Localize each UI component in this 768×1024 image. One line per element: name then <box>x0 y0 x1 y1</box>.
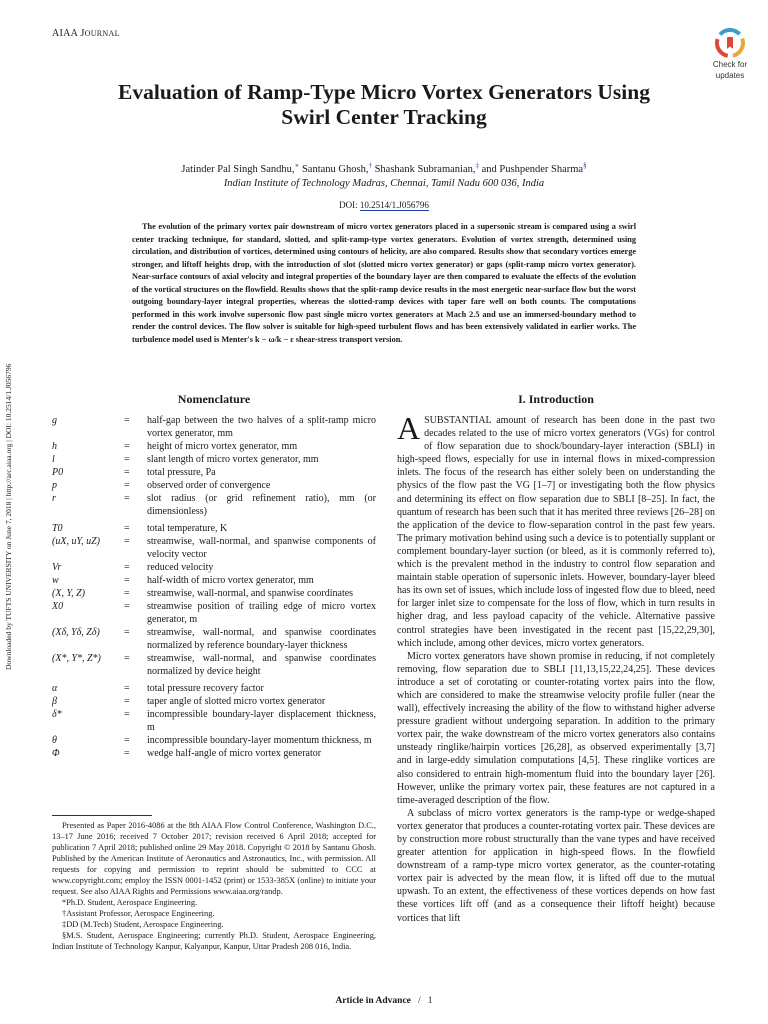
footer-label: Article in Advance <box>335 996 411 1006</box>
paper-title <box>60 80 708 130</box>
nomenclature-row <box>52 600 376 626</box>
nomenclature-row <box>52 522 376 535</box>
nomenclature-symbol: r <box>52 493 56 504</box>
nomenclature-equals: = <box>124 536 130 547</box>
nomenclature-equals: = <box>124 575 130 586</box>
nomenclature-symbol: Vr <box>52 562 62 573</box>
nomenclature-definition: streamwise position of trailing edge of micro vortex generator, m <box>147 601 376 625</box>
nomenclature-symbol: l <box>52 454 55 465</box>
nomenclature-definition: slot radius (or grid refinement ratio), mm (or dimensionless) <box>147 493 376 517</box>
nomenclature-row <box>52 587 376 600</box>
check-for-updates-icon <box>715 28 745 58</box>
nomenclature-row <box>52 453 376 466</box>
affiliation: Indian Institute of Technology Madras, Chennai, Tamil Nadu 600 036, India <box>223 178 545 189</box>
page-number: 1 <box>427 996 433 1006</box>
nomenclature-definition: total pressure, Pa <box>147 467 216 478</box>
nomenclature-equals: = <box>124 480 130 491</box>
nomenclature-symbol: w <box>52 575 59 586</box>
footnote-author-1: *Ph.D. Student, Aerospace Engineering. <box>62 898 198 907</box>
abstract: The evolution of the primary vortex pair downstream of micro vortex generators placed in a supersonic stream is compared using a swirl center tracking technique, for standard, slotted, and split-ramp-type vortex generators. Evolution of vortex strength, determined using circulation, and distribution of vortices, determined using contours of helicity, are also compared. Results show that secondary vortices emerge stronger, and liftoff heights drop, with the introduction of slot (slotted micro vortex generator) or gaps (split-ramp micro vortex generator). Near-surface contours of axial velocity and integral properties of the boundary layer are then compared to evaluate the effects of the evolution of the vortical structures on the flowfield. Results shows that the split-ramp device results in the most energetic near-surface flow but the worst outgoing boundary-layer integral properties, whereas the slotted-ramp devices with taper fare well on both counts. The computations performed in this work involve supersonic flow past single micro vortex generators at Mach 2.5 and use an immersed-boundary method to render the control devices. The flow solver is suitable for high-speed turbulent flows and has been extensively validated in earlier works. The turbulence model used is Menter's k − ω/k − ε shear-stress transport version. <box>132 222 636 344</box>
nomenclature-list <box>52 414 376 760</box>
nomenclature-equals: = <box>124 709 130 720</box>
nomenclature-symbol: g <box>52 415 57 426</box>
nomenclature-definition: streamwise, wall-normal, and spanwise coordinates normalized by reference boundary-layer thickness <box>147 627 376 651</box>
journal-name-first: AIAA J <box>52 28 85 39</box>
author-1-footnote-mark[interactable]: ∗ <box>294 161 300 170</box>
footnotes <box>52 815 376 952</box>
nomenclature-row <box>52 708 376 734</box>
presentation-note: Presented as Paper 2016-4086 at the 8th AIAA Flow Control Conference, Washington D.C., 13–17 June 2016; received 7 October 2017; revision received 6 April 2018; accepted for publication 7 April 2018; published online 29 May 2018. Copyright © 2018 by Santanu Ghosh. Published by the American Institute of Aeronautics and Astronautics, Inc., with permission. All requests for copying and permission to reprint should be submitted to CCC at www.copyright.com; employ the ISSN 0001-1452 (print) or 1533-385X (online) to initiate your request. See also AIAA Rights and Permissions www.aiaa.org/randp. <box>52 821 376 896</box>
nomenclature-row <box>52 414 376 440</box>
page-footer <box>0 996 768 1006</box>
nomenclature-equals: = <box>124 683 130 694</box>
nomenclature-definition: streamwise, wall-normal, and spanwise coordinates normalized by device height <box>147 653 376 677</box>
nomenclature-symbol: Φ <box>52 748 60 759</box>
author-4-footnote-mark[interactable]: § <box>583 161 587 170</box>
nomenclature-definition: half-width of micro vortex generator, mm <box>147 575 314 586</box>
nomenclature-symbol: p <box>52 480 57 491</box>
doi-label: DOI: <box>339 200 360 210</box>
doi-line <box>60 200 708 210</box>
introduction-body <box>397 410 715 925</box>
nomenclature-symbol: β <box>52 696 57 707</box>
nomenclature-equals: = <box>124 601 130 612</box>
journal-name-rest: OURNAL <box>84 29 120 38</box>
intro-paragraph-1-text: SUBSTANTIAL amount of research has been done in the past two decades related to the use of micro vortex generators (VGs) for control of flow separation due to shock/boundary-layer interaction (SBLI) in high-speed flows, especially for use in internal flows in mixed-compression inlets. The focus of the research has either solely been on understanding the physics of the flow past the VG [1–7] or investigating both the flow physics and determining its effect on flow separation due to SBLI [8–25]. In fact, the quantum of research has been such that it has merited three reviews [26–28] on the application of the device to flow-separation control in the past few years. The primary motivation behind using such a device is to potentially supplant or complement boundary-layer suction (or bleed, as it is commonly referred to), which is the prevalent method in the industry to control flow separation and maintain stable operation of supersonic inlets. However, boundary-layer bleed has its own set of issues, which include loss of ingested flow due to bleed, need for larger inlet size to compensate for the loss of flow, which in turn results in higher drag, and less payload capacity of the vehicle. Alternative passive control strategies have been investigated in the recent past [15,22,29,30], which include, among other devices, micro vortex generators. <box>397 415 715 649</box>
nomenclature-row <box>52 652 376 678</box>
nomenclature-equals: = <box>124 523 130 534</box>
author-3-footnote-mark[interactable]: ‡ <box>475 161 479 170</box>
nomenclature-heading: Nomenclature <box>177 392 251 406</box>
left-column <box>52 392 376 760</box>
nomenclature-equals: = <box>124 588 130 599</box>
author-list <box>60 163 708 177</box>
nomenclature-symbol: (Xδ, Yδ, Zδ) <box>52 627 100 638</box>
nomenclature-equals: = <box>124 454 130 465</box>
introduction-heading: I. Introduction <box>518 392 594 406</box>
nomenclature-row <box>52 682 376 695</box>
footnote-rule <box>52 815 152 816</box>
nomenclature-definition: total temperature, K <box>147 523 228 534</box>
intro-paragraph-2: Micro vortex generators have shown promise in reducing, if not completely removing, flow separation due to SBLI [11,13,15,22,24,25]. These devices introduce a set of corotating or counter-rotating vortex pairs into the flow, which are considered to make the streamwise velocity profile fuller (near the wall), effectively increasing the ability of the flow to withstand higher adverse pressure gradient without undergoing separation. In addition to the primary vortex pair, the wake downstream of the micro vortex generators also contains unsteady ringlike/hairpin vortices [26,28], as observed experimentally [3,7] and in large-eddy simulation computations [4,5]. These ringlike vortices are also considered to entrain high-momentum fluid into the boundary layer [26]. However, unlike the primary vortex pair, these features are not captured in a time-averaged description of the flow. <box>397 650 715 806</box>
nomenclature-definition: total pressure recovery factor <box>147 683 264 694</box>
nomenclature-row <box>52 466 376 479</box>
nomenclature-definition: streamwise, wall-normal, and spanwise coordinates <box>147 588 354 599</box>
nomenclature-equals: = <box>124 441 130 452</box>
nomenclature-row <box>52 440 376 453</box>
nomenclature-symbol: (X, Y, Z) <box>52 588 85 599</box>
nomenclature-row <box>52 695 376 708</box>
nomenclature-symbol: (uX, uY, uZ) <box>52 536 100 547</box>
drop-cap: A <box>397 410 421 446</box>
nomenclature-symbol: θ <box>52 735 57 746</box>
nomenclature-equals: = <box>124 627 130 638</box>
journal-name <box>52 28 120 39</box>
nomenclature-equals: = <box>124 562 130 573</box>
nomenclature-definition: observed order of convergence <box>147 480 271 491</box>
intro-paragraph-1 <box>397 410 715 650</box>
footnote-author-2: †Assistant Professor, Aerospace Engineering. <box>62 909 215 918</box>
nomenclature-symbol: α <box>52 683 58 694</box>
footer-separator: / <box>418 996 421 1006</box>
nomenclature-equals: = <box>124 696 130 707</box>
author-2-footnote-mark[interactable]: † <box>368 161 372 170</box>
nomenclature-definition: incompressible boundary-layer displacement thickness, m <box>147 709 376 733</box>
nomenclature-symbol: P0 <box>52 467 64 478</box>
nomenclature-row <box>52 747 376 760</box>
nomenclature-symbol: X0 <box>52 601 64 612</box>
intro-paragraph-3: A subclass of micro vortex generators is the ramp-type or wedge-shaped vortex generator that produces a counter-rotating vortex pair. These devices are by construction more robust structurally than the vane types and have received greater attention for application in high-speed flows. In the flowfield downstream of a ramp-type micro vortex generator, as the counter-rotating vortex pair is advected by the mean flow, it is lifted off due to the mutual upwash. To an extent, the effectiveness of these vortices depends on how fast these vortices lift off (and as a consequence their liftoff height) because vortices that lift <box>397 807 715 924</box>
nomenclature-definition: wedge half-angle of micro vortex generator <box>147 748 322 759</box>
nomenclature-symbol: (X*, Y*, Z*) <box>52 653 101 664</box>
nomenclature-equals: = <box>124 493 130 504</box>
nomenclature-definition: reduced velocity <box>147 562 214 573</box>
nomenclature-equals: = <box>124 653 130 664</box>
nomenclature-equals: = <box>124 735 130 746</box>
check-for-updates-line2: updates <box>715 71 745 80</box>
paper-title-line2: Swirl Center Tracking <box>281 105 487 129</box>
nomenclature-definition: half-gap between the two halves of a split-ramp micro vortex generator, mm <box>147 415 376 439</box>
nomenclature-equals: = <box>124 748 130 759</box>
author-2: Santanu Ghosh, <box>299 164 369 175</box>
nomenclature-definition: taper angle of slotted micro vortex generator <box>147 696 326 707</box>
nomenclature-row <box>52 734 376 747</box>
nomenclature-symbol: δ* <box>52 709 62 720</box>
nomenclature-equals: = <box>124 467 130 478</box>
nomenclature-row <box>52 479 376 492</box>
author-4: and Pushpender Sharma <box>478 164 584 175</box>
nomenclature-equals: = <box>124 415 130 426</box>
nomenclature-row <box>52 561 376 574</box>
footnote-author-4: §M.S. Student, Aerospace Engineering; currently Ph.D. Student, Aerospace Engineering, Indian Institute of Technology Kanpur, Kalyanpur, Kanpur, Uttar Pradesh 208 016, India. <box>52 931 376 951</box>
nomenclature-symbol: h <box>52 441 57 452</box>
check-for-updates-line1: Check for <box>712 60 748 69</box>
nomenclature-symbol: T0 <box>52 523 63 534</box>
author-1: Jatinder Pal Singh Sandhu, <box>181 164 295 175</box>
right-column <box>397 392 715 925</box>
nomenclature-row <box>52 626 376 652</box>
nomenclature-row <box>52 574 376 587</box>
nomenclature-definition: incompressible boundary-layer momentum thickness, m <box>147 735 372 746</box>
doi-link[interactable]: 10.2514/1.J056796 <box>359 200 429 210</box>
author-3: Shashank Subramanian, <box>371 164 476 175</box>
nomenclature-row <box>52 535 376 561</box>
check-for-updates-badge[interactable] <box>699 28 761 86</box>
nomenclature-row <box>52 492 376 518</box>
nomenclature-definition: slant length of micro vortex generator, mm <box>147 454 319 465</box>
footnote-author-3: ‡DD (M.Tech) Student, Aerospace Engineering. <box>62 920 224 929</box>
paper-title-line1: Evaluation of Ramp-Type Micro Vortex Generators Using <box>118 80 650 104</box>
nomenclature-definition: streamwise, wall-normal, and spanwise components of velocity vector <box>147 536 376 560</box>
nomenclature-definition: height of micro vortex generator, mm <box>147 441 298 452</box>
download-sidebar: Downloaded by TUFTS UNIVERSITY on June 7, 2018 | http://arc.aiaa.org | DOI: 10.2514/1.J056796 <box>4 363 13 670</box>
